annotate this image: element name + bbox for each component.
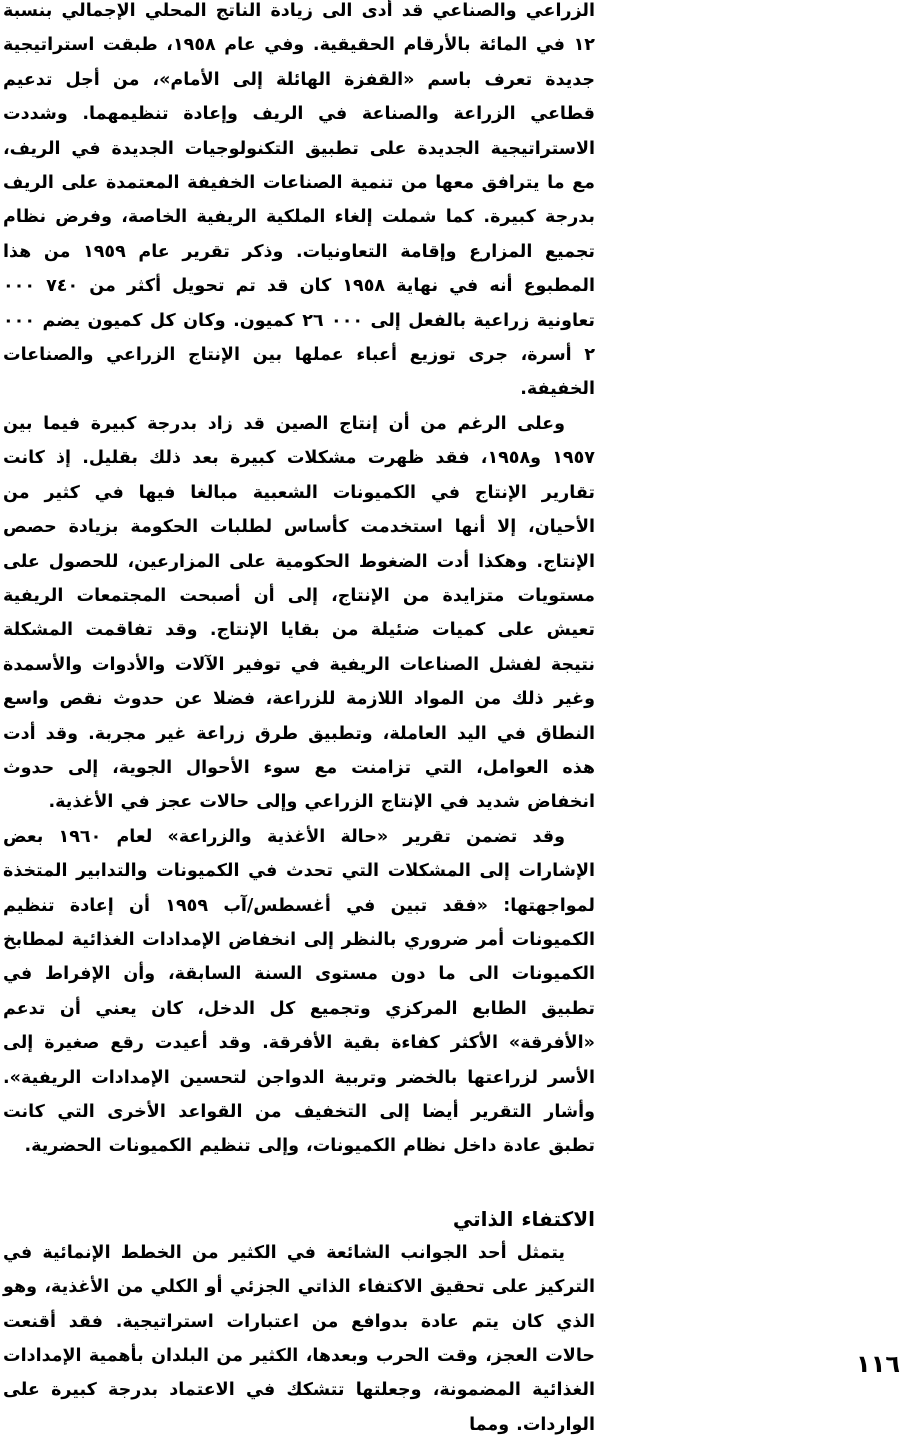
paragraph-1960-report: وقد تضمن تقرير «حالة الأغذية والزراعة» لعام ١٩٦٠ بعض الإشارات إلى المشكلات التي تحدث في الكميونات والتدابير المتخذة لمواجهتها: «فقد تبين في أغسطس/آب ١٩٥٩ أن إعادة تنظيم الكميونات أمر ضروري بالنظر إلى انخفاض الإمدادات الغذائية لمطابخ الكميونات الى ما دون مستوى السنة السابقة، وأن الإفراط في تطبيق الطابع المركزي وتجميع كل الدخل، كان يعني أن تدعم «الأفرقة» الأكثر كفاءة بقية الأفرقة. وقد أعيدت رقع صغيرة إلى الأسر لزراعتها بالخضر وتربية الدواجن لتحسين الإمدادات الريفية». وأشار التقرير أيضا إلى التخفيف من القواعد الأخرى التي كانت تطبق عادة داخل نظام الكميونات، وإلى تنظيم الكميونات الحضرية. — [3, 826, 595, 1157]
text-column — [3, 0, 595, 1442]
paragraph-production-problems: وعلى الرغم من أن إنتاج الصين قد زاد بدرجة كبيرة فيما بين ١٩٥٧ و١٩٥٨، فقد ظهرت مشكلات كبيرة بعد ذلك بقليل. إذ كانت تقارير الإنتاج في الكميونات الشعبية مبالغا فيها في كثير من الأحيان، إلا أنها استخدمت كأساس لطلبات الحكومة بزيادة حصص الإنتاج. وهكذا أدت الضغوط الحكومية على المزارعين، للحصول على مستويات متزايدة من الإنتاج، إلى أن أصبحت المجتمعات الريفية تعيش على كميات ضئيلة من بقايا الإنتاج. وقد تفاقمت المشكلة نتيجة لفشل الصناعات الريفية في توفير الآلات والأدوات والأسمدة وغير ذلك من المواد اللازمة للزراعة، فضلا عن حدوث نقص واسع النطاق في اليد العاملة، وتطبيق طرق زراعة غير مجربة. وقد أدت هذه العوامل، التي تزامنت مع سوء الأحوال الجوية، إلى حدوث انخفاض شديد في الإنتاج الزراعي وإلى حالات عجز في الأغذية. — [3, 413, 595, 813]
paragraph-great-leap-forward: الزراعي والصناعي قد أدى الى زيادة الناتج المحلي الإجمالي بنسبة ١٢ في المائة بالأرقام الحقيقية. وفي عام ١٩٥٨، طبقت استراتيجية جديدة تعرف باسم «القفزة الهائلة إلى الأمام»، من أجل تدعيم قطاعي الزراعة والصناعة في الريف وإعادة تنظيمهما. وشددت الاستراتيجية الجديدة على تطبيق التكنولوجيات الجديدة في الريف، مع ما يترافق معها من تنمية الصناعات الخفيفة المعتمدة على الريف بدرجة كبيرة. كما شملت إلغاء الملكية الريفية الخاصة، وفرض نظام تجميع المزارع وإقامة التعاونيات. وذكر تقرير عام ١٩٥٩ من هذا المطبوع أنه في نهاية ١٩٥٨ كان قد تم تحويل أكثر من ٧٤٠ ٠٠٠ تعاونية زراعية بالفعل إلى ٠٠٠ ٢٦ كميون. وكان كل كميون يضم ٠٠٠ ٢ أسرة، جرى توزيع أعباء عملها بين الإنتاج الزراعي والصناعات الخفيفة. — [3, 1, 596, 400]
page-number: ١١٦ — [856, 1350, 900, 1378]
section-heading-self-sufficiency: الاكتفاء الذاتي — [452, 1206, 595, 1231]
paragraph-self-sufficiency: يتمثل أحد الجوانب الشائعة في الكثير من الخطط الإنمائية في التركيز على تحقيق الاكتفاء الذاتي الجزئي أو الكلي من الأغذية، وهو الذي كان يتم عادة بدوافع من اعتبارات استراتيجية. فقد أقنعت حالات العجز، وقت الحرب وبعدها، الكثير من البلدان بأهمية الإمدادات الغذائية المضمونة، وجعلتها تتشكك في الاعتماد بدرجة كبيرة على الواردات. ومما — [3, 1242, 595, 1435]
